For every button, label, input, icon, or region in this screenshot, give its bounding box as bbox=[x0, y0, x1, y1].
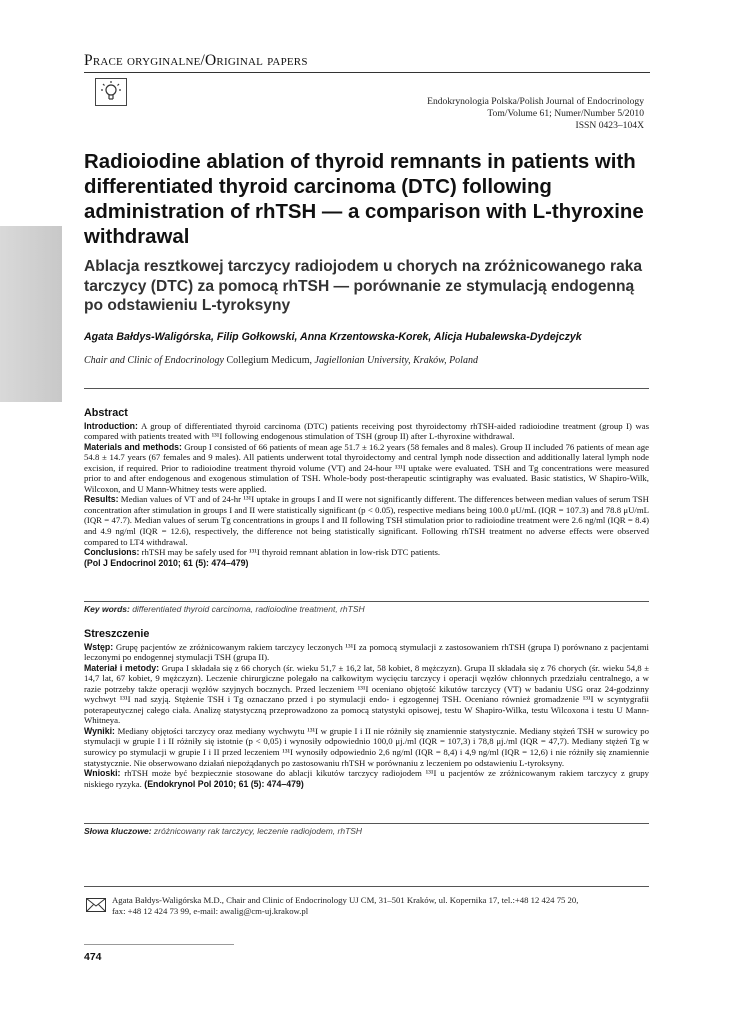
slowa-kluczowe-text: zróżnicowany rak tarczycy, leczenie radiojodem, rhTSH bbox=[151, 826, 363, 836]
journal-volume: Tom/Volume 61; Numer/Number 5/2010 bbox=[487, 108, 644, 119]
metody-text: Grupa I składała się z 66 chorych (śr. wieku 51,7 ± 16,2 lat, 58 kobiet, 8 mężczyzn). Grupa II składała się z 76 chorych (śr. wieku 54,8 ± 14,7 lat, 67 kobiet, 9 mężczyzn). Leczenie chirurgiczne polegało na całkowitym wycięciu tarczycy i operacji węzłów chłonnych przedziału centralnego, a w razie potrzeby także operacji węzłów szyjnych bocznych. Przed leczeniem ¹³¹I oceniano objętość kikutów tarczycy (VT) w badaniu USG oraz 24-godzinny wychwyt ¹³¹I nad szyją. Stężenie TSH i Tg oznaczano przed i po stymulacji endo- i egzogennej TSH. Oceniano również gromadzenie ¹³¹I w scyntygrafii poterapeutycznej całego ciała. Analizę statystyczną przeprowadzono za pomocą statystyki opisowej, testu W Shapiro-Wilka, testu Wilcoxona i testu U Mann-Whitneya. bbox=[84, 662, 649, 726]
authors: Agata Bałdys-Waligórska, Filip Gołkowski, Anna Krzentowska-Korek, Alicja Hubalewska-Dydejczyk bbox=[84, 331, 582, 343]
lightbulb-icon-box bbox=[95, 78, 127, 106]
conclusions-label: Conclusions: bbox=[84, 547, 140, 558]
abstract-results bbox=[84, 494, 649, 547]
section-header: Prace oryginalne/Original papers bbox=[84, 52, 308, 69]
methods-text: Group I consisted of 66 patients of mean age 51.7 ± 16.2 years (58 females and 8 males). Group II included 76 patients of mean age 54.8 ± 14.7 years (67 females and 9 males). All patients underwent total thyroidectomy and central lymph node dissection and additionally lateral lymph node excision, if required. Prior to radioiodine treatment thyroid volume (VT) and 24-hour ¹³¹I uptake were evaluated. TSH and Tg concentrations were measured prior to and after endogenous and exogenous stimulation of TSH. Whole-body post-therapeutic scintigraphy was evaluated. Basic statistics, W Shapiro-Wilk, Wilcoxon, and U Mann-Whitney tests were applied. bbox=[84, 441, 649, 494]
results-text: Median values of VT and of 24-hr ¹³¹I uptake in groups I and II were not significantly different. The differences between median values of serum TSH concentration after stimulation in groups I and II were statistically significant (p < 0.05), respective medians being 100.0 μU/mL (IQR = 107.3) and 78.8 μU/mL (IQR = 47.7). Median values of serum Tg concentrations in groups I and II following TSH stimulation prior to radioiodine treatment were 2.6 ng/ml (IQR = 8.4) and 4.9 ng/ml (IQR = 12.6), respectively, the difference not being statistically significant. Following rhTSH treatment no adverse effects were observed compared to LT4 withdrawal. bbox=[84, 494, 649, 547]
page-number: 474 bbox=[84, 951, 102, 963]
header-divider bbox=[84, 72, 650, 73]
wnioski-text: rhTSH może być bezpiecznie stosowane do ablacji kikutów tarczycy radiojodem ¹³¹I u pacjentów ze zróżnicowanym rakiem tarczycy z grupy niskiego ryzyka. bbox=[84, 768, 649, 789]
wstep-label: Wstęp: bbox=[84, 641, 114, 652]
divider-correspondence bbox=[84, 886, 649, 887]
keywords-polish bbox=[84, 826, 649, 836]
introduction-label: Introduction: bbox=[84, 420, 138, 431]
abstract-citation: (Pol J Endocrinol 2010; 61 (5): 474–479) bbox=[84, 557, 249, 568]
introduction-text: A group of differentiated thyroid carcinoma (DTC) patients receiving post thyroidectomy rhTSH-aided radioiodine treatment (group I) was compared with patients treated with ¹³¹I following endogenous stimulation of TSH (group II) after L-thyroxine withdrawal. bbox=[84, 420, 649, 442]
wyniki-label: Wyniki: bbox=[84, 725, 115, 736]
abstract-introduction bbox=[84, 421, 649, 442]
keywords-english bbox=[84, 604, 649, 614]
streszczenie-wstep bbox=[84, 642, 649, 663]
affiliation-dept: Chair and Clinic of Endocrinology bbox=[84, 355, 224, 366]
metody-label: Materiał i metody: bbox=[84, 662, 160, 673]
conclusions-text: rhTSH may be safely used for ¹³¹I thyroid remnant ablation in low-risk DTC patients. bbox=[139, 547, 441, 558]
streszczenie-metody bbox=[84, 663, 649, 726]
affiliation-college: Collegium Medicum, bbox=[224, 355, 315, 366]
abstract-conclusions bbox=[84, 547, 649, 558]
abstract-heading: Abstract bbox=[84, 407, 128, 419]
streszczenie bbox=[84, 629, 649, 789]
streszczenie-citation: (Endokrynol Pol 2010; 61 (5): 474–479) bbox=[141, 778, 304, 789]
correspondence-line1: Agata Bałdys-Waligórska M.D., Chair and Clinic of Endocrinology UJ CM, 31–501 Kraków, ul. Kopernika 17, tel.:+48 12 424 75 20, bbox=[112, 895, 579, 905]
correspondence-line2: fax: +48 12 424 73 99, e-mail: awalig@cm-uj.krakow.pl bbox=[112, 906, 309, 917]
divider-abstract bbox=[84, 601, 649, 602]
wnioski-label: Wnioski: bbox=[84, 768, 121, 779]
streszczenie-wyniki bbox=[84, 726, 649, 768]
journal-info bbox=[427, 96, 644, 132]
affiliation bbox=[84, 355, 654, 366]
wyniki-text: Mediany objętości tarczycy oraz mediany wychwytu ¹³¹I w grupie I i II nie różniły się znamiennie statystycznie. Mediany stężeń TSH w surowicy po stymulacji w grupie I i II różniły się istotnie (p < 0,05) i wynosiły odpowiednio 100,0 μj./ml (IQR = 107,3) i 78,8 μj./ml (IQR = 47,7). Mediany stężeń Tg w surowicy po stymulacji w grupie I i II przed leczeniem ¹³¹I wynosiły odpowiednio 2,6 ng/ml (IQR = 8,4) i 4,9 ng/ml (IQR = 12,6) i nie różniły się znamiennie statystycznie. Nie obserwowano działań niepożądanych po zastosowaniu rhTSH w porównaniu z leczeniem po odstawieniu L-tyroksyny. bbox=[84, 725, 649, 768]
abstract bbox=[84, 408, 649, 568]
envelope-icon bbox=[86, 898, 106, 912]
article-title-polish: Ablacja resztkowej tarczycy radiojodem u chorych na zróżnicowanego raka tarczycy (DTC) za pomocą rhTSH — porównanie ze stymulacją endogenną po odstawieniu L-tyroksyny bbox=[84, 258, 643, 314]
correspondence-address bbox=[112, 895, 642, 917]
keywords-label: Key words: bbox=[84, 604, 130, 614]
slowa-kluczowe-label: Słowa kluczowe: bbox=[84, 826, 152, 836]
abstract-methods bbox=[84, 442, 649, 495]
wstep-text: Grupę pacjentów ze zróżnicowanym rakiem tarczycy leczonych ¹³¹I za pomocą stymulacji z zastosowaniem rhTSH (grupa I) porównano z pacjentami leczonymi po endogennej stymulacji TSH (grupa II). bbox=[84, 641, 649, 663]
keywords-text: differentiated thyroid carcinoma, radioiodine treatment, rhTSH bbox=[129, 604, 365, 614]
journal-issn: ISSN 0423–104X bbox=[575, 120, 644, 131]
divider-streszczenie bbox=[84, 823, 649, 824]
divider-footer bbox=[84, 944, 234, 945]
streszczenie-heading: Streszczenie bbox=[84, 628, 150, 640]
article-title: Radioiodine ablation of thyroid remnants in patients with differentiated thyroid carcinoma (DTC) following administration of rhTSH — a comparison with L-thyroxine withdrawal bbox=[84, 151, 644, 248]
streszczenie-wnioski bbox=[84, 768, 649, 789]
methods-label: Materials and methods: bbox=[84, 441, 182, 452]
side-tab-marker bbox=[0, 226, 62, 402]
results-label: Results: bbox=[84, 494, 119, 505]
journal-name: Endokrynologia Polska/Polish Journal of Endocrinology bbox=[427, 96, 644, 107]
lightbulb-icon bbox=[99, 80, 123, 104]
divider-top bbox=[84, 388, 649, 389]
affiliation-university: Jagiellonian University, Kraków, Poland bbox=[314, 355, 478, 366]
